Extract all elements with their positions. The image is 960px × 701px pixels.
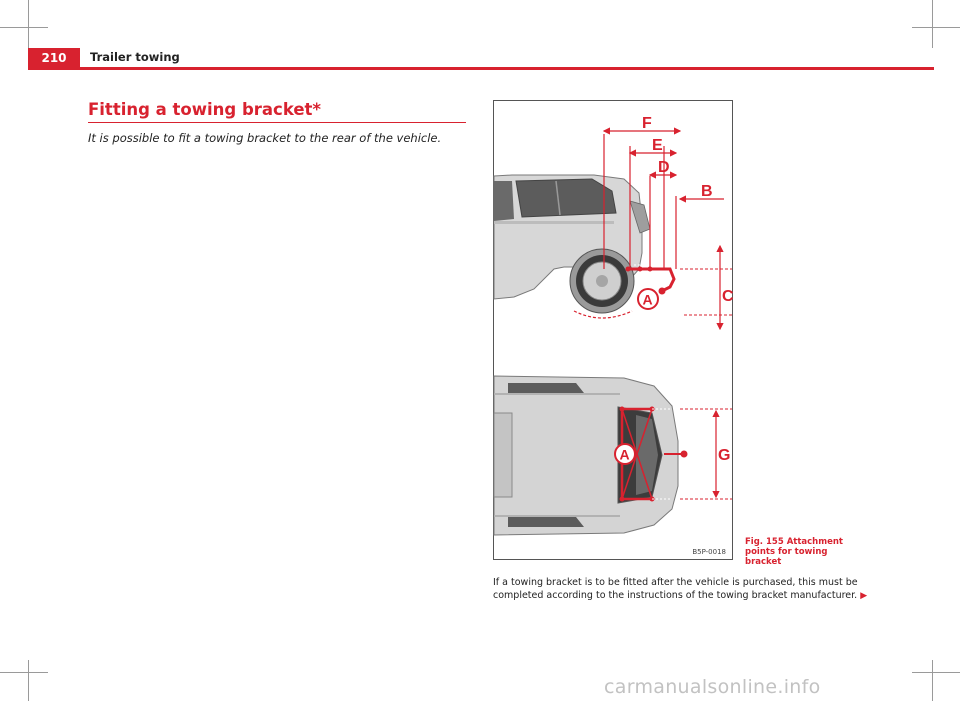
label-b: B: [701, 183, 713, 200]
svg-text:A: A: [642, 291, 653, 308]
continue-arrow-icon: ▶: [860, 591, 868, 601]
towing-bracket-figure: [493, 100, 733, 560]
crop-mark: [28, 0, 29, 48]
svg-text:A: A: [619, 446, 630, 463]
section-intro: It is possible to fit a towing bracket to the rear of the vehicle.: [88, 131, 442, 145]
label-d: D: [658, 159, 670, 176]
figure-code: B5P-0018: [692, 548, 726, 556]
figure-caption: [745, 537, 865, 567]
body-text: If a towing bracket is to be fitted after the vehicle is purchased, this must be completed according to the instructions of the towing bracket manufacturer.: [493, 577, 858, 601]
crop-mark: [0, 27, 48, 28]
crop-mark: [28, 660, 29, 701]
title-rule: [88, 122, 466, 123]
chapter-title: Trailer towing: [90, 50, 180, 64]
label-e: E: [652, 137, 663, 154]
crop-mark: [912, 27, 960, 28]
section-title: Fitting a towing bracket*: [88, 100, 322, 119]
callout-a-top: [615, 444, 635, 464]
car-diagram: [494, 101, 732, 559]
callout-a-side: [638, 289, 658, 309]
watermark: carmanualsonline.info: [604, 676, 821, 698]
caption-line: points for towing bracket: [745, 547, 828, 567]
crop-mark: [932, 660, 933, 701]
label-g: G: [718, 447, 731, 464]
header-rule: [28, 67, 934, 70]
crop-mark: [0, 672, 48, 673]
caption-line: Fig. 155 Attachment: [745, 537, 843, 547]
label-c: C: [722, 288, 734, 305]
page-number: 210: [28, 48, 80, 68]
crop-mark: [932, 0, 933, 48]
crop-mark: [912, 672, 960, 673]
car-top-view: [494, 376, 678, 535]
body-paragraph: [493, 576, 873, 603]
label-f: F: [642, 115, 652, 132]
